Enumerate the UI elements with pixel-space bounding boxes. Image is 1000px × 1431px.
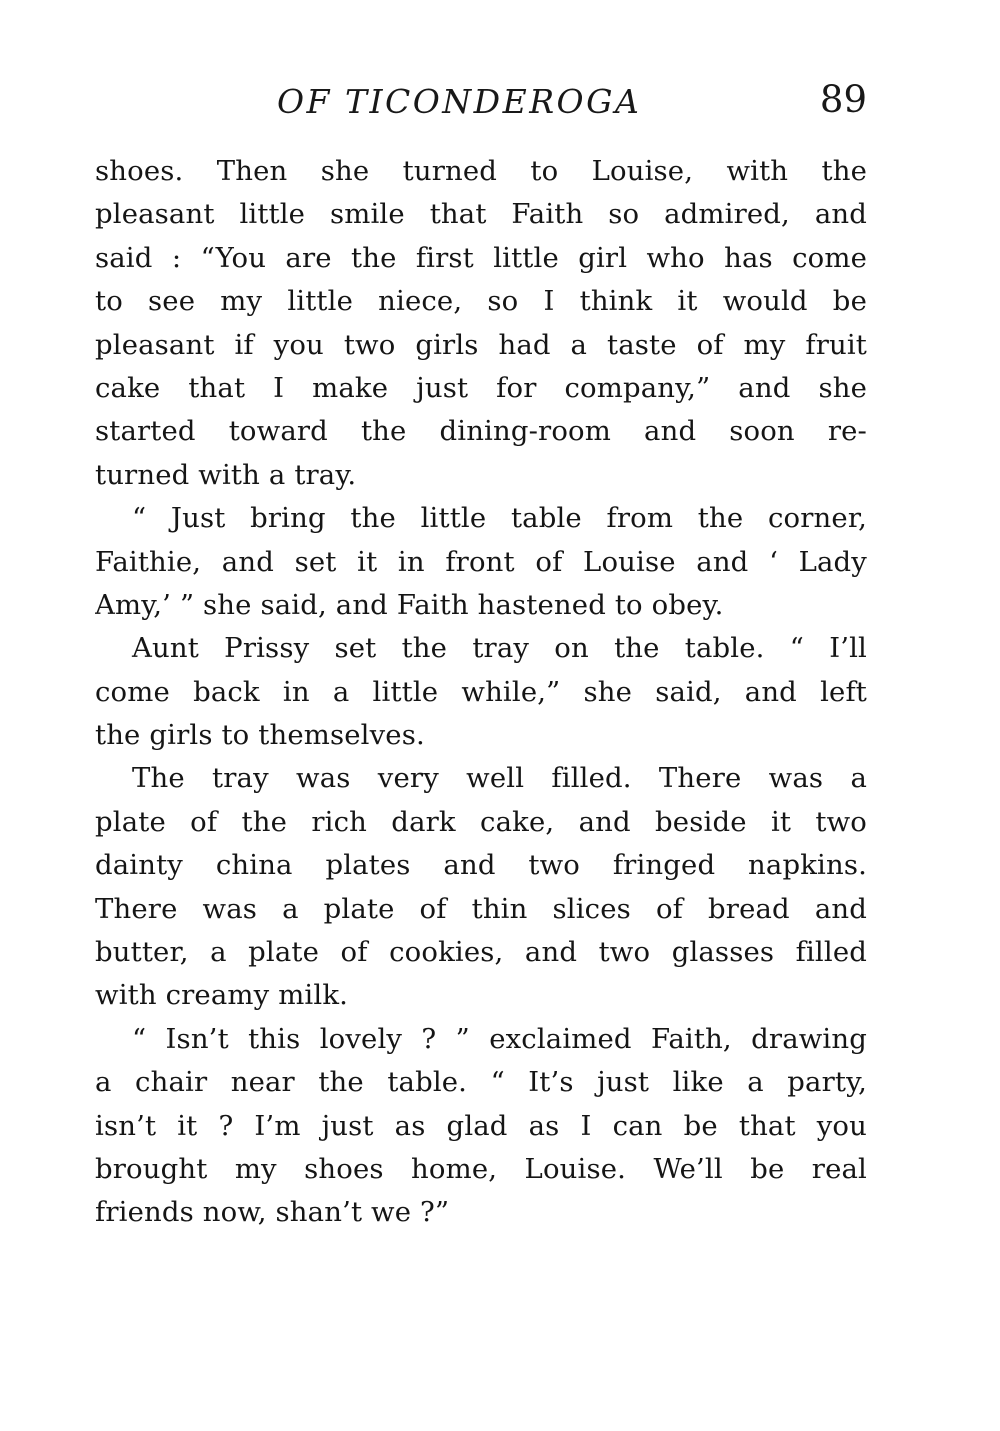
text-line: friends now, shan’t we ?” — [95, 1196, 450, 1229]
text-line: Aunt Prissy set the tray on the table. “ I’ll — [132, 632, 867, 665]
text-line: brought my shoes home, Louise. We’ll be real — [95, 1152, 867, 1185]
text-line: come back in a little while,” she said, and left — [95, 675, 867, 708]
paragraph-2 — [95, 497, 867, 627]
text-line: Faithie, and set it in front of Louise and ‘ Lady — [95, 545, 867, 578]
text-line: cake that I make just for company,” and she — [95, 371, 867, 404]
text-line: dainty china plates and two fringed napkins. — [95, 849, 867, 882]
text-line: started toward the dining-room and soon re- — [95, 415, 867, 448]
text-line: shoes. Then she turned to Louise, with the — [95, 155, 867, 187]
running-title: OF TICONDEROGA — [277, 82, 642, 121]
text-line: said : “You are the first little girl who has come — [95, 241, 867, 274]
text-line: with creamy milk. — [95, 979, 349, 1012]
paragraph-5 — [95, 1018, 867, 1235]
text-line: pleasant if you two girls had a taste of my fruit — [95, 328, 867, 361]
text-line: the girls to themselves. — [95, 719, 425, 752]
text-line: “ Isn’t this lovely ? ” exclaimed Faith, drawing — [132, 1022, 867, 1055]
text-line: plate of the rich dark cake, and beside it two — [95, 805, 867, 838]
text-line: There was a plate of thin slices of bread and — [95, 892, 867, 925]
text-line: Amy,’ ” she said, and Faith hastened to obey. — [95, 588, 724, 621]
body-text — [95, 150, 867, 1235]
text-line: The tray was very well filled. There was a — [132, 762, 867, 795]
text-line: isn’t it ? I’m just as glad as I can be that you — [95, 1109, 867, 1142]
text-line: butter, a plate of cookies, and two glasses filled — [95, 936, 867, 969]
paragraph-4 — [95, 757, 867, 1017]
text-line: turned with a tray. — [95, 458, 357, 491]
text-line: to see my little niece, so I think it would be — [95, 285, 867, 318]
paragraph-3 — [95, 627, 867, 757]
running-head — [95, 78, 867, 134]
page-number: 89 — [819, 78, 867, 121]
paragraph-1 — [95, 150, 867, 497]
text-line: “ Just bring the little table from the corner, — [132, 502, 867, 535]
text-line: pleasant little smile that Faith so admired, and — [95, 198, 867, 231]
text-line: a chair near the table. “ It’s just like a party, — [95, 1066, 867, 1099]
